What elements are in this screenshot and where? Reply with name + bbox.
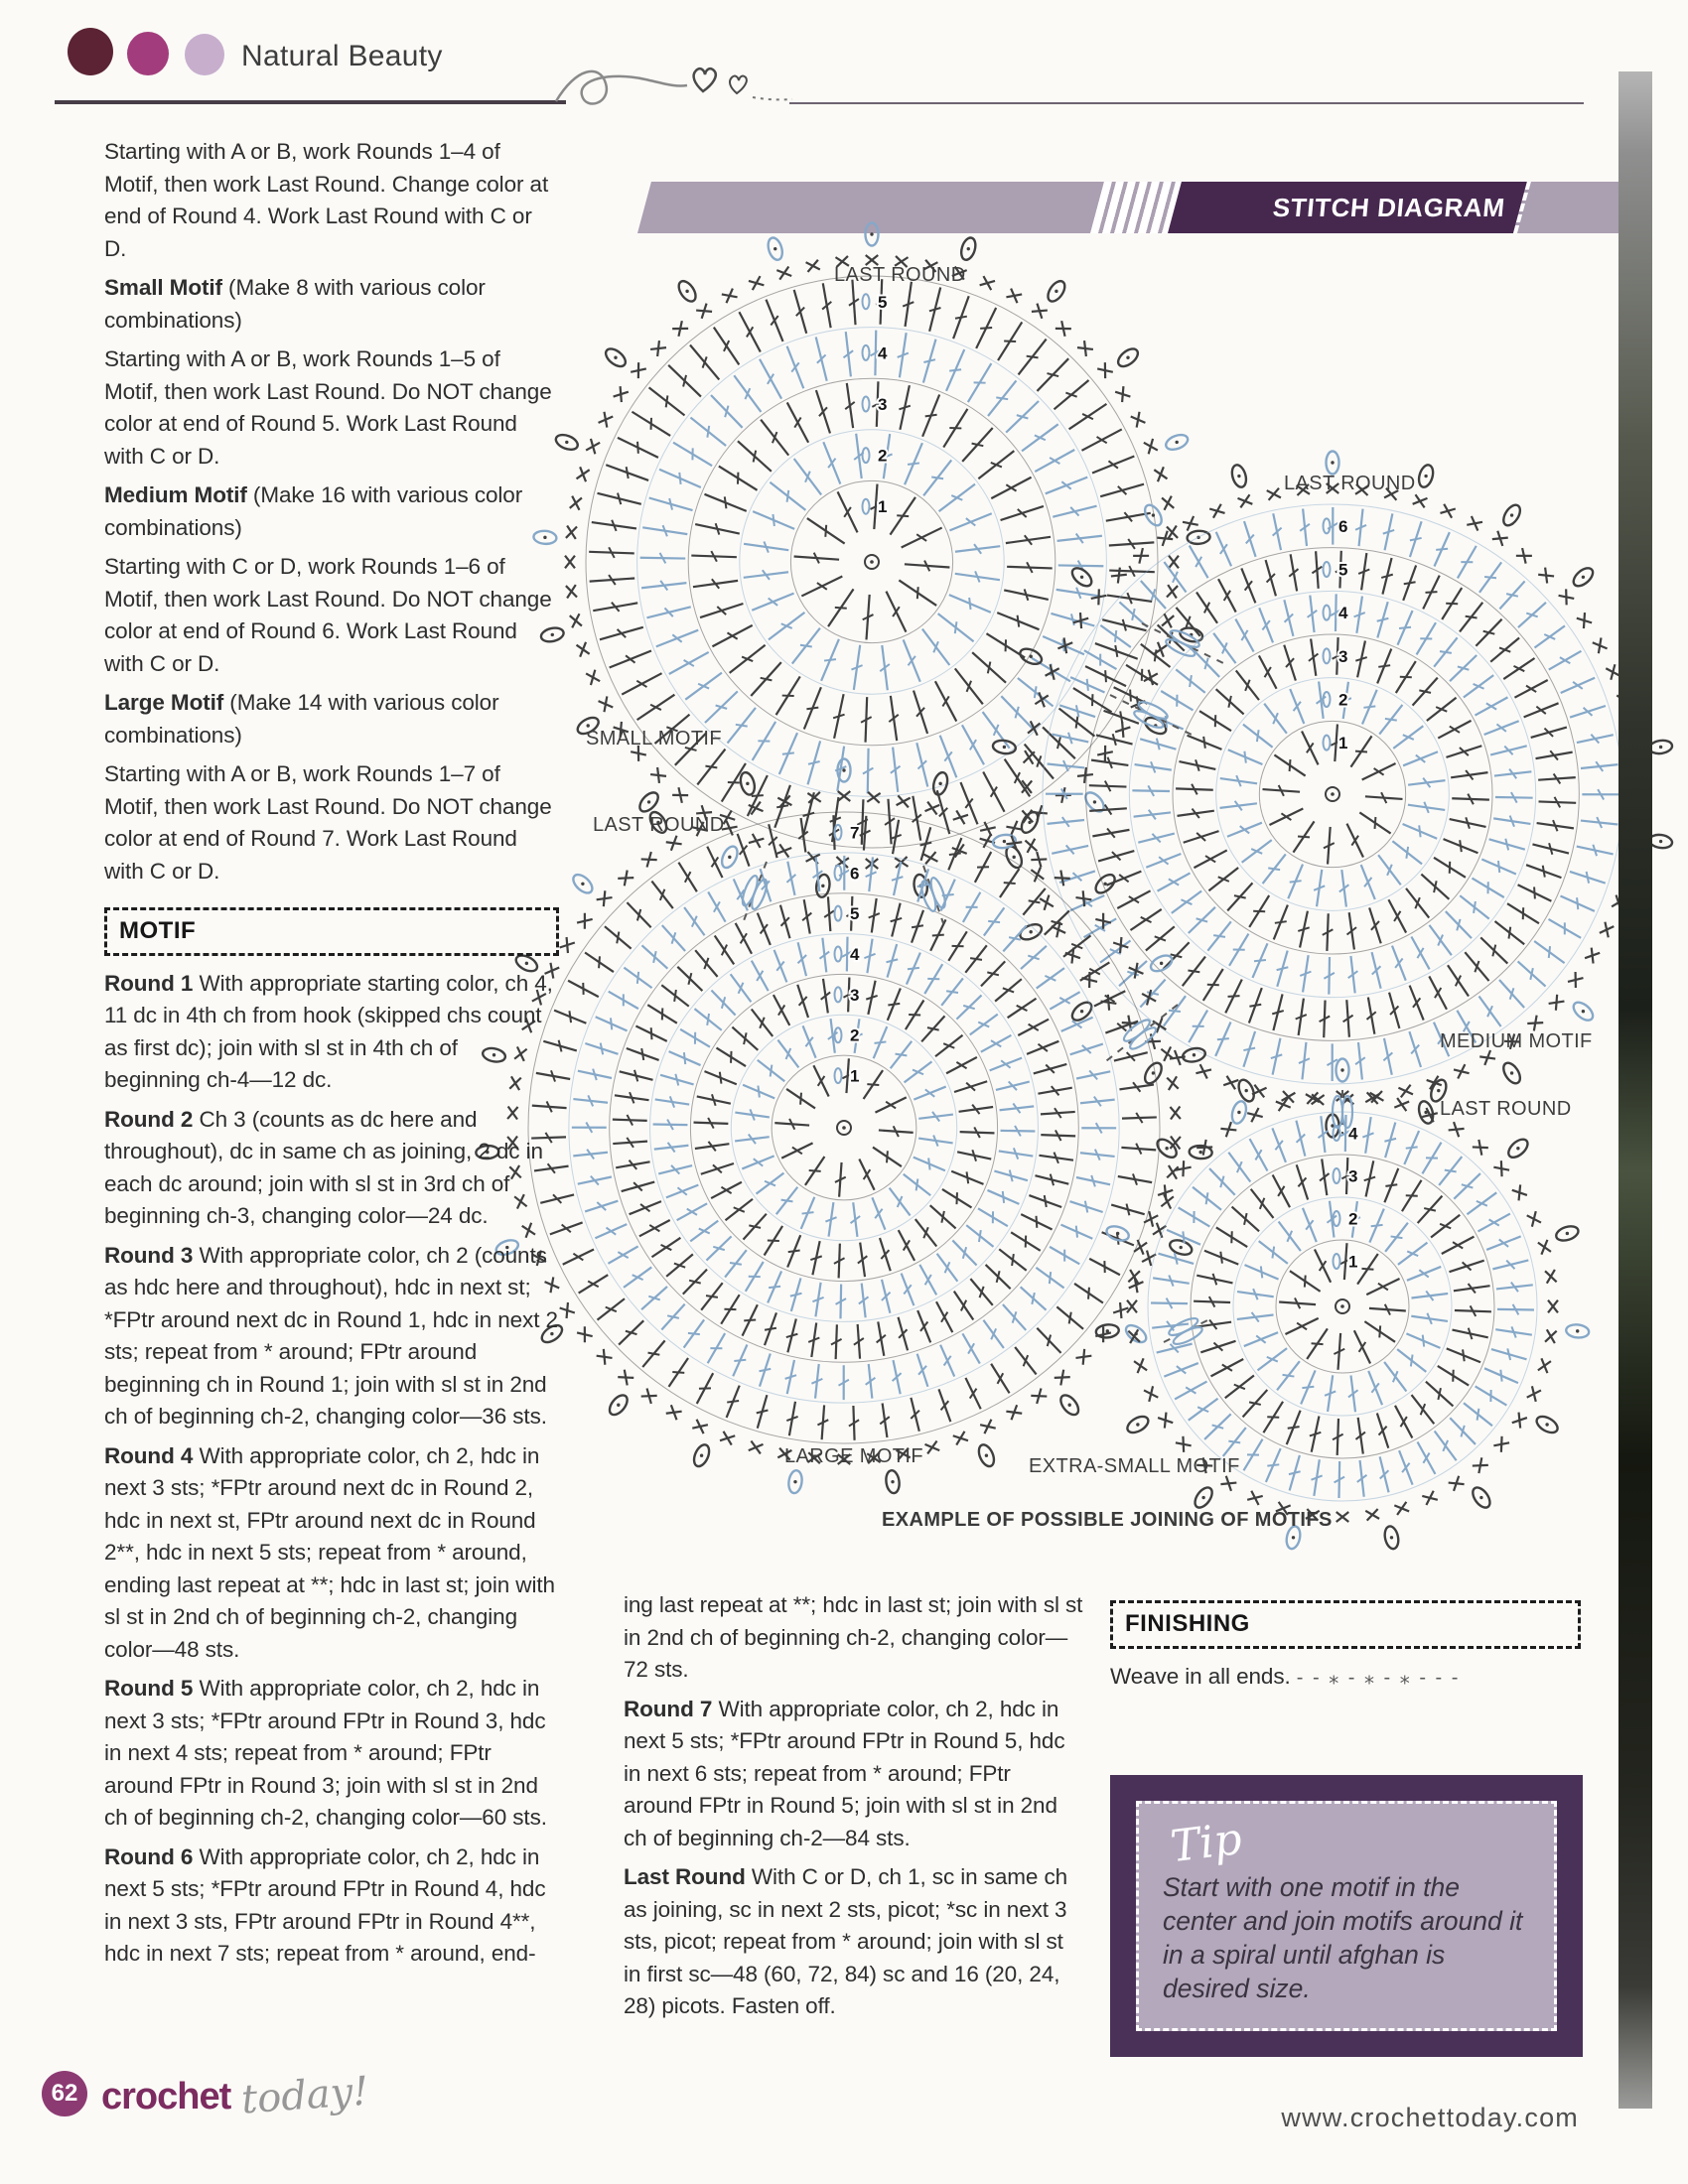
- round-lead: Round 6: [104, 1843, 194, 1869]
- intro-paragraph: [104, 343, 559, 473]
- intro-paragraph: [104, 272, 559, 337]
- round-lead: Last Round: [624, 1864, 746, 1889]
- svg-text:7: 7: [850, 823, 860, 843]
- round-text: With appropriate color, ch 2, hdc in next 5 sts; *FPtr around FPtr in Round 4, hdc in next 3 sts, FPtr around FPtr in Round 4**, hdc in next 7 sts; repeat from * around, end-: [104, 1843, 546, 1966]
- round-paragraph: [104, 1104, 559, 1233]
- paragraph-text: Starting with A or B, work Rounds 1–7 of Motif, then work Last Round. Do NOT change color at end of Round 7. Work Last Round with C or D.: [104, 761, 552, 884]
- tip-box-inner: [1136, 1801, 1557, 2031]
- round-text: With C or D, ch 1, sc in same ch as joining, sc in next 2 sts, picot; *sc in next 3 sts, picot; repeat from * around; join with sl st in first sc—48 (60, 72, 84) sc and 16 (20, 24, 28) picots. Fasten off.: [624, 1864, 1068, 2018]
- paragraph-text: Starting with A or B, work Rounds 1–4 of Motif, then work Last Round. Change color at end of Round 4. Work Last Round with C or D.: [104, 139, 549, 261]
- finishing-paragraph: [1110, 1661, 1581, 1695]
- brand-logo: [101, 2068, 370, 2123]
- svg-text:3: 3: [850, 985, 860, 1005]
- round-paragraph: [104, 1240, 559, 1433]
- round-paragraph: [104, 1842, 559, 1971]
- finishing-section-title: FINISHING: [1125, 1610, 1250, 1637]
- motif-label-large: LARGE MOTIF: [784, 1445, 923, 1467]
- last-round-label-xsmall: LAST ROUND: [1440, 1098, 1572, 1120]
- brand-secondary: today!: [239, 2068, 370, 2123]
- right-column: [1110, 1600, 1581, 1701]
- motif-large: [476, 759, 1212, 1494]
- round-paragraph: [104, 1440, 559, 1667]
- svg-text:4: 4: [1338, 604, 1348, 623]
- round-text: Ch 3 (counts as dc here and throughout), dc in same ch as joining, 2 dc in each dc around; join with sl st in 3rd ch of beginning ch-3, changing color—24 dc.: [104, 1106, 543, 1228]
- round-paragraph: [624, 1694, 1084, 1855]
- motif-section-header: [104, 907, 559, 956]
- paragraph-text: Starting with A or B, work Rounds 1–5 of Motif, then work Last Round. Do NOT change color at end of Round 5. Work Last Round with C or D.: [104, 346, 552, 469]
- svg-text:2: 2: [878, 446, 888, 466]
- round-lead: Round 7: [624, 1696, 713, 1721]
- svg-text:4: 4: [1348, 1124, 1358, 1144]
- round-lead: Round 2: [104, 1106, 194, 1132]
- round-text: With appropriate color, ch 2, hdc in next 3 sts; *FPtr around FPtr in Round 3, hdc in next 4 sts; repeat from * around; FPtr around FPtr in Round 3; join with sl st in 2nd ch of beginning ch-2, changing color—60 sts.: [104, 1676, 547, 1830]
- brand-primary: crochet: [101, 2076, 231, 2117]
- paragraph-text: (Make 14 with various color combinations): [104, 690, 499, 748]
- round-text: With appropriate starting color, ch 4, 11 dc in 4th ch from hook (skipped chs count as first dc); join with sl st in 4th ch of beginning ch-4—12 dc.: [104, 970, 553, 1092]
- last-round-label-small: LAST ROUND: [834, 264, 966, 286]
- motif-label-xsmall: EXTRA-SMALL MOTIF: [1029, 1455, 1240, 1477]
- svg-text:6: 6: [1338, 516, 1348, 536]
- round-text: ing last repeat at **; hdc in last st; join with sl st in 2nd ch of beginning ch-2, changing color—72 sts.: [624, 1592, 1083, 1682]
- svg-text:1: 1: [1338, 734, 1348, 753]
- round-paragraph: [104, 968, 559, 1097]
- round-lead: Round 1: [104, 970, 194, 996]
- svg-text:1: 1: [1348, 1252, 1358, 1272]
- finishing-section-header: [1110, 1600, 1581, 1649]
- paragraph-lead: Medium Motif: [104, 482, 247, 507]
- website-url: www.crochettoday.com: [1281, 2103, 1579, 2132]
- paragraph-text: Starting with C or D, work Rounds 1–6 of Motif, then work Last Round. Do NOT change color at end of Round 6. Work Last Round with C or D.: [104, 554, 552, 676]
- svg-text:2: 2: [1338, 690, 1348, 710]
- diagram-caption: EXAMPLE OF POSSIBLE JOINING OF MOTIFS: [882, 1509, 1333, 1531]
- round-text: With appropriate color, ch 2, hdc in next 5 sts; *FPtr around FPtr in Round 5, hdc in next 6 sts; repeat from * around; FPtr around FPtr in Round 5; join with sl st in 2nd ch of beginning ch-2—84 sts.: [624, 1696, 1065, 1850]
- round-paragraph: [624, 1589, 1084, 1687]
- svg-text:1: 1: [878, 497, 888, 517]
- last-round-label-medium: LAST ROUND: [1284, 473, 1416, 494]
- page-title: Natural Beauty: [241, 40, 443, 72]
- svg-text:6: 6: [850, 864, 860, 884]
- paragraph-text: (Make 8 with various color combinations): [104, 275, 486, 333]
- intro-paragraph: [104, 551, 559, 680]
- round-paragraph: [104, 1673, 559, 1835]
- banner-title-label: STITCH DIAGRAM: [1271, 193, 1506, 222]
- round-lead: Round 5: [104, 1676, 194, 1701]
- round-paragraph: [624, 1861, 1084, 2023]
- motif-label-small: SMALL MOTIF: [586, 728, 723, 750]
- svg-text:4: 4: [878, 343, 888, 363]
- page-number-badge: 62: [42, 2071, 87, 2116]
- stitch-doodle-decoration: - - ⁎ - ⁎ - ⁎ - - -: [1296, 1666, 1461, 1689]
- svg-text:3: 3: [878, 395, 888, 414]
- motif-label-medium: MEDIUM MOTIF: [1440, 1030, 1593, 1052]
- middle-column: [624, 1589, 1084, 2030]
- paragraph-text: (Make 16 with various color combinations): [104, 482, 523, 540]
- tip-text: Start with one motif in the center and join motifs around it in a spiral until afghan is desired size.: [1163, 1872, 1523, 2003]
- round-lead: Round 4: [104, 1442, 194, 1468]
- svg-text:3: 3: [1338, 646, 1348, 666]
- page-edge-strip: [1618, 71, 1652, 2109]
- last-round-label-large: LAST ROUND: [593, 814, 725, 836]
- round-text: With appropriate color, ch 2 (counts as hdc here and throughout), hdc in next st; *FPtr around next dc in Round 1, hdc in next 2 sts; repeat from * around; FPtr around beginning ch in Round 1; join with sl st in 2nd ch of beginning ch-2, changing color—36 sts.: [104, 1242, 558, 1429]
- svg-text:2: 2: [1348, 1209, 1358, 1229]
- motif-section-title: MOTIF: [119, 917, 197, 944]
- intro-paragraph: [104, 136, 559, 265]
- paragraph-lead: Large Motif: [104, 690, 224, 715]
- svg-text:5: 5: [850, 904, 860, 924]
- svg-text:5: 5: [878, 292, 888, 312]
- svg-text:4: 4: [850, 945, 860, 964]
- svg-text:5: 5: [1338, 560, 1348, 580]
- paragraph-lead: Small Motif: [104, 275, 222, 300]
- svg-text:1: 1: [850, 1066, 860, 1086]
- left-column: [104, 136, 559, 1978]
- intro-paragraph: [104, 687, 559, 751]
- round-text: With appropriate color, ch 2, hdc in next 3 sts; *FPtr around next dc in Round 2, hdc in next st, FPtr around next dc in Round 2**, hdc in next 5 sts; repeat from * around, ending last repeat at **; hdc in last st; join with sl st in 2nd ch of beginning ch-2, changing color—48 sts.: [104, 1442, 555, 1662]
- intro-paragraph: [104, 479, 559, 544]
- tip-box: [1110, 1775, 1583, 2057]
- svg-text:2: 2: [850, 1025, 860, 1045]
- svg-text:3: 3: [1348, 1166, 1358, 1186]
- tip-label: Tip: [1168, 1813, 1245, 1873]
- finishing-text: Weave in all ends.: [1110, 1663, 1291, 1689]
- round-lead: Round 3: [104, 1242, 194, 1268]
- intro-paragraph: [104, 758, 559, 887]
